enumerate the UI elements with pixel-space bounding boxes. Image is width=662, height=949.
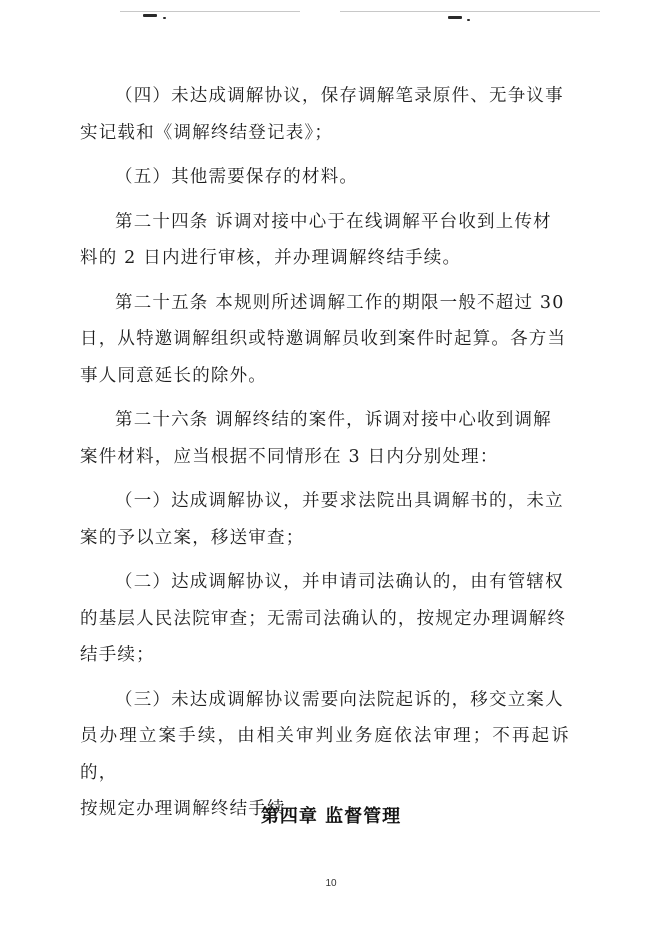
- scan-mark: [467, 19, 470, 21]
- scan-line: [340, 11, 600, 12]
- scan-mark: [448, 16, 462, 19]
- document-body: [80, 78, 570, 836]
- scan-mark: [143, 14, 157, 17]
- scan-artifacts: [0, 8, 662, 26]
- paragraph-article-24: 第二十四条 诉调对接中心于在线调解平台收到上传材 料的 2 日内进行审核，并办理调解终结手续。: [80, 211, 552, 268]
- paragraph-item-1-mediation-letter: （一）达成调解协议，并要求法院出具调解书的，未立 案的予以立案，移送审查；: [80, 491, 564, 548]
- paragraph-article-25: 第二十五条 本规则所述调解工作的期限一般不超过 30 日，从特邀调解组织或特邀调解员收到案件时起算。各方当 事人同意延长的除外。: [80, 292, 567, 386]
- scan-line: [120, 11, 300, 12]
- paragraph-item-4-save-records: （四）未达成调解协议，保存调解笔录原件、无争议事 实记载和《调解终结登记表》；: [80, 86, 564, 143]
- paragraph-item-3-litigation: （三）未达成调解协议需要向法院起诉的，移交立案人 员办理立案手续，由相关审判业务庭依法审理；不再起诉的， 按规定办理调解终结手续。: [80, 689, 570, 819]
- paragraph-item-5-other-materials: （五）其他需要保存的材料。: [115, 167, 359, 187]
- page-number: 10: [325, 878, 337, 889]
- scan-mark: [163, 17, 166, 19]
- paragraph-article-26: 第二十六条 调解终结的案件，诉调对接中心收到调解 案件材料，应当根据不同情形在 3 日内分别处理：: [80, 410, 552, 467]
- chapter-heading: 第四章 监督管理: [260, 806, 402, 827]
- paragraph-item-2-judicial-confirmation: （二）达成调解协议，并申请司法确认的，由有管辖权 的基层人民法院审查；无需司法确认的，按规定办理调解终 结手续；: [80, 572, 567, 665]
